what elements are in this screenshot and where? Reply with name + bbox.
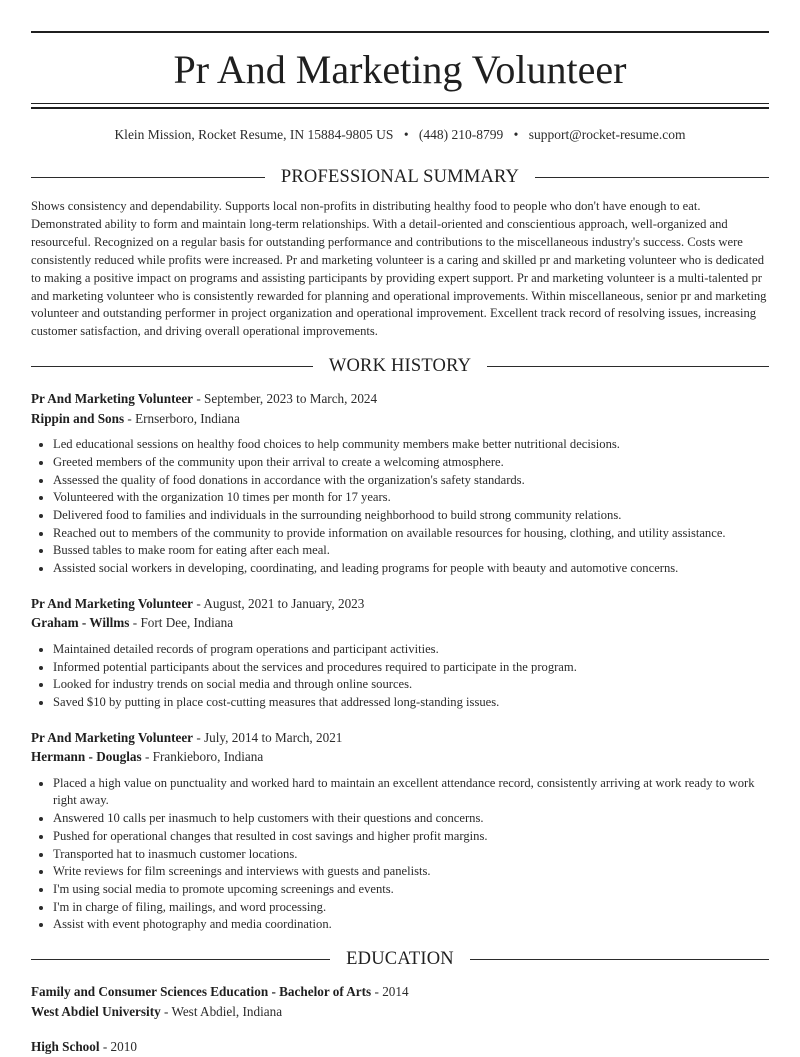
list-item: • Answered 10 calls per inasmuch to help customers with their questions and concerns. (53, 810, 769, 828)
list-item: • Placed a high value on punctuality and worked hard to maintain an excellent attendance record, consistently arriving at work ready to work right away. (53, 775, 769, 810)
section-title: EDUCATION (346, 949, 454, 970)
school-name: West Abdiel University (31, 1003, 161, 1019)
job-company-line: Rippin and Sons - Ernserboro, Indiana (31, 410, 240, 426)
education-entry (31, 1037, 769, 1057)
bullet-separator-icon: • (513, 127, 519, 142)
job-title-line: Pr And Marketing Volunteer - August, 2021 to January, 2023 (31, 595, 365, 611)
list-item: • I'm using social media to promote upcoming screenings and events. (53, 881, 769, 899)
contact-email[interactable]: support@rocket-resume.com (528, 127, 686, 142)
job-title: Pr And Marketing Volunteer (31, 729, 194, 745)
graduation-year: 2010 (110, 1039, 137, 1055)
job-bullets (31, 775, 769, 934)
section-heading-summary (31, 166, 769, 188)
degree-line: High School - 2010 (31, 1039, 137, 1055)
job-entry (31, 728, 769, 934)
job-company: Rippin and Sons (31, 410, 125, 426)
section-heading-work-history (31, 355, 769, 377)
degree-line: Family and Consumer Sciences Education - Bachelor of Arts - 2014 (31, 984, 409, 1000)
list-item: • Volunteered with the organization 10 times per month for 17 years. (53, 489, 769, 507)
job-entry (31, 389, 769, 578)
divider (487, 366, 769, 367)
divider (31, 177, 265, 178)
list-item: • Looked for industry trends on social media and through online sources. (53, 676, 769, 694)
contact-phone[interactable]: (448) 210-8799 (418, 127, 504, 142)
list-item: • Led educational sessions on healthy food choices to help community members make better nutritional decisions. (53, 436, 769, 454)
divider (31, 959, 330, 960)
job-company-line: Graham - Willms - Fort Dee, Indiana (31, 615, 234, 631)
bullet-separator-icon: • (403, 127, 409, 142)
list-item: • Maintained detailed records of program operations and participant activities. (53, 641, 769, 659)
job-bullets (31, 641, 769, 712)
job-title: Pr And Marketing Volunteer (31, 391, 194, 407)
job-dates: August, 2021 to January, 2023 (203, 595, 365, 611)
list-item: • Informed potential participants about the services and procedures required to participate in the program. (53, 659, 769, 677)
list-item: • Pushed for operational changes that resulted in cost savings and higher profit margins. (53, 828, 769, 846)
job-location: Fort Dee, Indiana (140, 615, 234, 631)
job-bullets (31, 436, 769, 578)
graduation-year: 2014 (382, 984, 409, 1000)
summary-text: Shows consistency and dependability. Supports local non-profits in distributing healthy food to people who don't have enough to eat. Demonstrated ability to form and maintain long-term relationships. With a detail-oriented and conscientious approach, well-organized and resourceful. Recognized on a regular basis for outstanding performance and contributions to the miscellaneous industry's success. Costs were consistently reduced while profits were increased. Pr and marketing volunteer is a caring and skilled pr and marketing volunteer who is dedicated to making a positive impact on programs and assisting participants by providing expert support. Pr and marketing volunteer is a multi-talented pr and marketing volunteer who is consistently rewarded for planning and operational improvements. Within miscellaneous, senior pr and marketing volunteer and outstanding performer in project organization and operational improvement. Excellent track record of resolving issues, increasing customer satisfaction, and driving overall operational improvements. (31, 199, 767, 339)
job-title-line: Pr And Marketing Volunteer - July, 2014 to March, 2021 (31, 729, 343, 745)
list-item: • Saved $10 by putting in place cost-cutting measures that addressed long-standing issues. (53, 694, 769, 712)
header-top-rule (31, 31, 769, 33)
list-item: • Transported hat to inasmuch customer locations. (53, 846, 769, 864)
section-title: PROFESSIONAL SUMMARY (280, 167, 520, 187)
degree: Family and Consumer Sciences Education - Bachelor of Arts (31, 984, 372, 1000)
header-double-rule (31, 103, 769, 109)
list-item: • Assisted social workers in developing, coordinating, and leading programs for people with beauty and automotive concerns. (53, 560, 769, 578)
list-item: • Assist with event photography and media coordination. (53, 916, 769, 934)
work-history-list (31, 389, 769, 934)
divider (470, 959, 769, 960)
job-company: Graham - Willms (31, 615, 130, 631)
job-location: Frankieboro, Indiana (152, 749, 264, 765)
job-location: Ernserboro, Indiana (135, 410, 240, 426)
education-entry (31, 982, 769, 1021)
job-title-line: Pr And Marketing Volunteer - September, 2023 to March, 2024 (31, 391, 378, 407)
job-dates: July, 2014 to March, 2021 (204, 729, 343, 745)
contact-address: Klein Mission, Rocket Resume, IN 15884-9805 US (114, 127, 394, 142)
job-entry (31, 594, 769, 712)
divider (535, 177, 769, 178)
education-list (31, 982, 769, 1057)
school-line: West Abdiel University - West Abdiel, Indiana (31, 1003, 283, 1019)
section-heading-education (31, 948, 769, 970)
page-title: Pr And Marketing Volunteer (173, 47, 627, 92)
list-item: • Bussed tables to make room for eating after each meal. (53, 542, 769, 560)
list-item: • Greeted members of the community upon their arrival to create a welcoming atmosphere. (53, 454, 769, 472)
school-location: West Abdiel, Indiana (171, 1003, 283, 1019)
job-title: Pr And Marketing Volunteer (31, 595, 194, 611)
list-item: • Write reviews for film screenings and interviews with guests and panelists. (53, 863, 769, 881)
job-company-line: Hermann - Douglas - Frankieboro, Indiana (31, 749, 264, 765)
list-item: • Delivered food to families and individuals in the surrounding neighborhood to build strong community relations. (53, 507, 769, 525)
list-item: • I'm in charge of filing, mailings, and word processing. (53, 899, 769, 917)
contact-info (31, 126, 769, 144)
section-title: WORK HISTORY (328, 356, 472, 377)
list-item: • Reached out to members of the community to provide information on available resources for housing, clothing, and utility assistance. (53, 525, 769, 543)
degree: High School (31, 1039, 100, 1055)
job-dates: September, 2023 to March, 2024 (204, 391, 378, 407)
job-company: Hermann - Douglas (31, 749, 142, 765)
list-item: • Assessed the quality of food donations in accordance with the organization's safety standards. (53, 472, 769, 490)
divider (31, 366, 313, 367)
